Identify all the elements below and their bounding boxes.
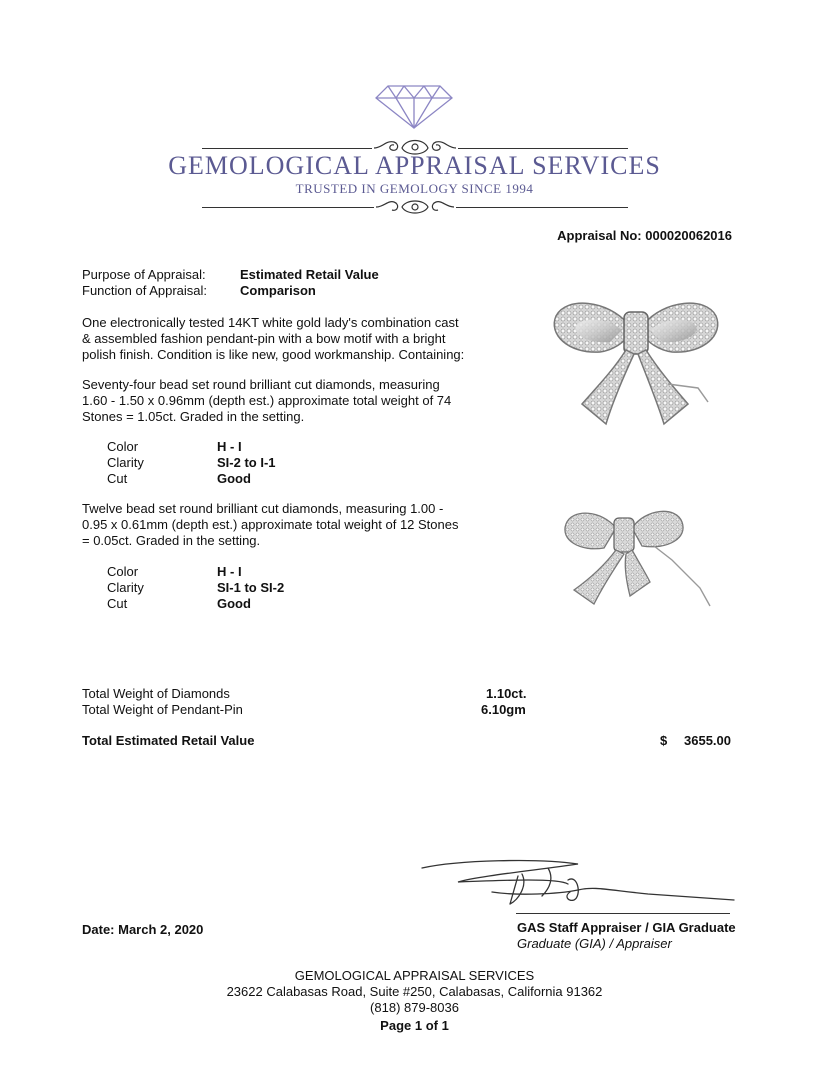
stones1-clarity-value: SI-2 to I-1 <box>217 455 276 470</box>
stones2-line: = 0.05ct. Graded in the setting. <box>82 533 261 548</box>
bow-pendant-front-image <box>548 292 724 444</box>
stones1-line: 1.60 - 1.50 x 0.96mm (depth est.) approximate total weight of 74 <box>82 393 452 408</box>
stones1-color-label: Color <box>107 439 139 454</box>
stones1-color-value: H - I <box>217 439 242 454</box>
stones1-description <box>82 377 492 425</box>
stones2-color-label: Color <box>107 564 139 579</box>
brand-title: GEMOLOGICAL APPRAISAL SERVICES <box>168 151 661 180</box>
stones1-clarity-label: Clarity <box>107 455 144 470</box>
total-item-weight-value: 6.10gm <box>481 702 526 717</box>
signature-line <box>516 913 730 914</box>
purpose-label: Purpose of Appraisal: <box>82 267 206 282</box>
header-rule-top-left <box>202 148 372 149</box>
bow-pendant-side-image <box>550 502 716 614</box>
stones2-clarity-value: SI-1 to SI-2 <box>217 580 285 595</box>
total-diamond-weight-label: Total Weight of Diamonds <box>82 686 230 701</box>
scroll-ornament-bottom-icon <box>374 196 456 218</box>
stones2-clarity-label: Clarity <box>107 580 144 595</box>
currency-symbol: $ <box>660 733 668 748</box>
stones2-line: 0.95 x 0.61mm (depth est.) approximate total weight of 12 Stones <box>82 517 459 532</box>
description-line: One electronically tested 14KT white gold lady's combination cast <box>82 315 459 330</box>
total-retail-value: 3655.00 <box>684 733 731 748</box>
header-rule-bottom-right <box>456 207 628 208</box>
header-rule-bottom-left <box>202 207 374 208</box>
appraiser-signature-icon <box>418 856 738 918</box>
stones1-cut-value: Good <box>217 471 251 486</box>
signer-subtitle: Graduate (GIA) / Appraiser <box>517 936 672 951</box>
stones1-line: Seventy-four bead set round brilliant cut diamonds, measuring <box>82 377 440 392</box>
page-number: Page 1 of 1 <box>380 1018 449 1033</box>
stones2-color-value: H - I <box>217 564 242 579</box>
signer-title: GAS Staff Appraiser / GIA Graduate <box>517 920 736 935</box>
description-line: & assembled fashion pendant-pin with a bow motif with a bright <box>82 331 446 346</box>
function-label: Function of Appraisal: <box>82 283 208 298</box>
brand-tagline: TRUSTED IN GEMOLOGY SINCE 1994 <box>295 181 534 196</box>
header-rule-top-right <box>458 148 628 149</box>
total-diamond-weight-value: 1.10ct. <box>486 686 527 701</box>
footer-company: GEMOLOGICAL APPRAISAL SERVICES <box>294 968 535 983</box>
total-item-weight-label: Total Weight of Pendant-Pin <box>82 702 243 717</box>
stones2-cut-label: Cut <box>107 596 128 611</box>
appraisal-date: Date: March 2, 2020 <box>82 922 204 937</box>
footer-phone: (818) 879-8036 <box>370 1000 459 1015</box>
purpose-value: Estimated Retail Value <box>240 267 379 282</box>
stones1-cut-label: Cut <box>107 471 128 486</box>
appraisal-number: Appraisal No: 000020062016 <box>557 228 732 243</box>
item-description <box>82 315 492 363</box>
footer-address: 23622 Calabasas Road, Suite #250, Calabasas, California 91362 <box>226 984 603 999</box>
stones2-line: Twelve bead set round brilliant cut diamonds, measuring 1.00 - <box>82 501 444 516</box>
stones1-line: Stones = 1.05ct. Graded in the setting. <box>82 409 305 424</box>
function-value: Comparison <box>240 283 316 298</box>
total-retail-value-label: Total Estimated Retail Value <box>82 733 255 748</box>
stones2-description <box>82 501 492 549</box>
stones2-cut-value: Good <box>217 596 251 611</box>
description-line: polish finish. Condition is like new, good workmanship. Containing: <box>82 347 465 362</box>
diamond-logo-icon <box>374 82 454 130</box>
